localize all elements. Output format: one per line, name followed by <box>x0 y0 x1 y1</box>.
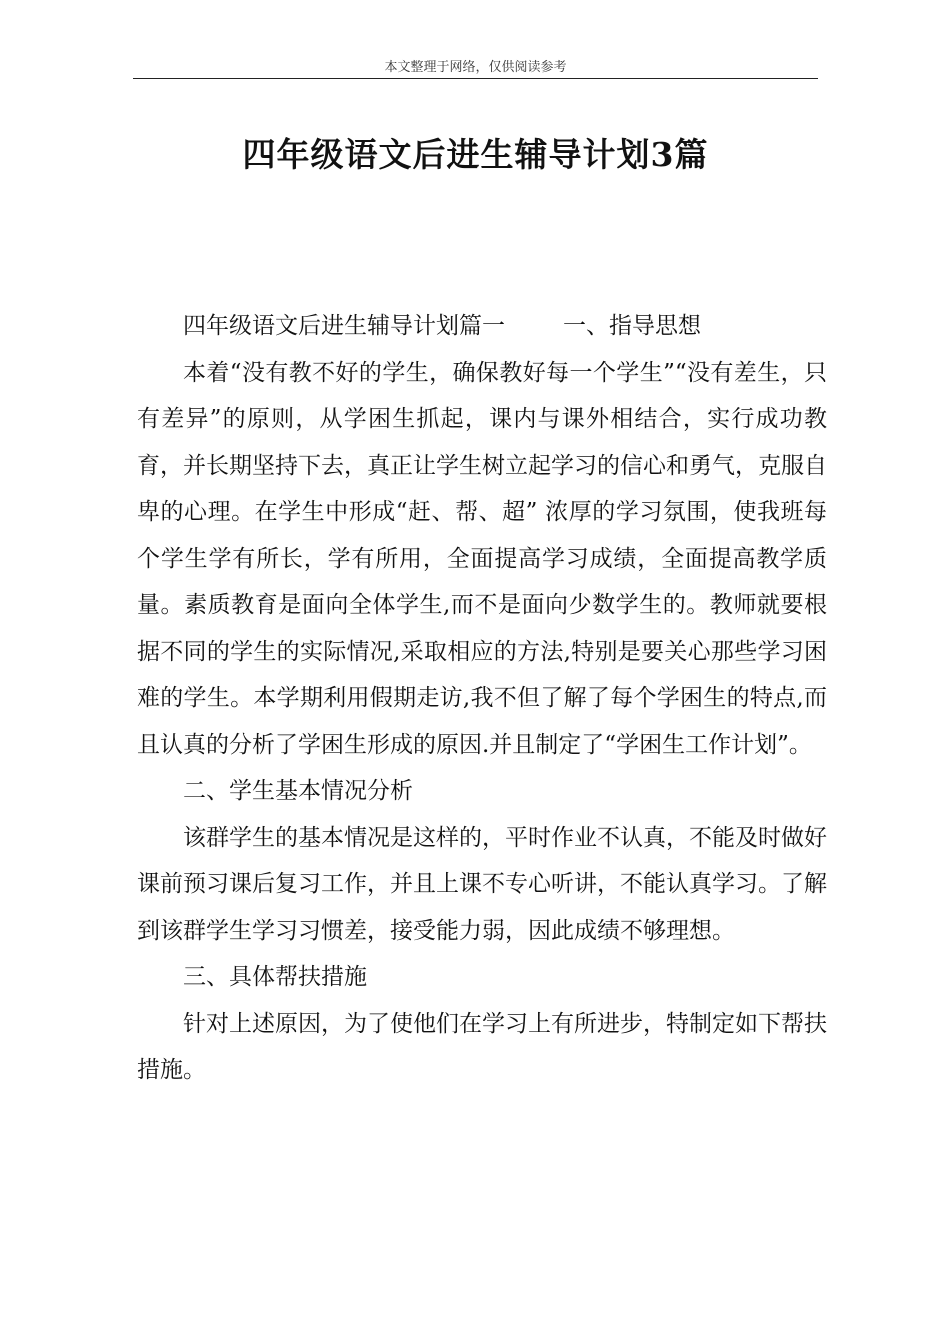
document-title: 四年级语文后进生辅导计划3篇 <box>242 135 709 174</box>
document-body <box>137 303 827 1094</box>
section-heading-support-measures: 三、具体帮扶措施 <box>183 964 367 990</box>
section-heading-guiding-ideology: 一、指导思想 <box>563 313 701 339</box>
paragraph-support-measures: 针对上述原因，为了使他们在学习上有所进步，特制定如下帮扶措施。 <box>137 1010 827 1083</box>
header-divider <box>133 78 818 79</box>
part-title: 四年级语文后进生辅导计划篇一 <box>183 313 505 339</box>
paragraph-guiding-ideology: 本着“没有教不好的学生，确保教好每一个学生”“没有差生，只有差异”的原则，从学困生抓起，课内与课外相结合，实行成功教育，并长期坚持下去，真正让学生树立起学习的信心和勇气，克服自卑的心理。在学生中形成“赶、帮、超” 浓厚的学习氛围，使我班每个学生学有所长，学有所用，全面提高学习成绩，全面提高教学质量。素质教育是面向全体学生,而不是面向少数学生的。教师就要根据不同的学生的实际情况,采取相应的方法,特别是要关心那些学习困难的学生。本学期利用假期走访,我不但了解了每个学困生的特点,而且认真的分析了学困生形成的原因.并且制定了“学困生工作计划”。 <box>137 359 827 758</box>
paragraph-student-analysis: 该群学生的基本情况是这样的，平时作业不认真，不能及时做好课前预习课后复习工作，并且上课不专心听讲，不能认真学习。了解到该群学生学习习惯差，接受能力弱，因此成绩不够理想。 <box>137 824 827 944</box>
header-note: 本文整理于网络，仅供阅读参考 <box>384 60 567 75</box>
section-heading-student-analysis: 二、学生基本情况分析 <box>183 778 413 804</box>
section-heading-paragraph <box>137 303 827 350</box>
